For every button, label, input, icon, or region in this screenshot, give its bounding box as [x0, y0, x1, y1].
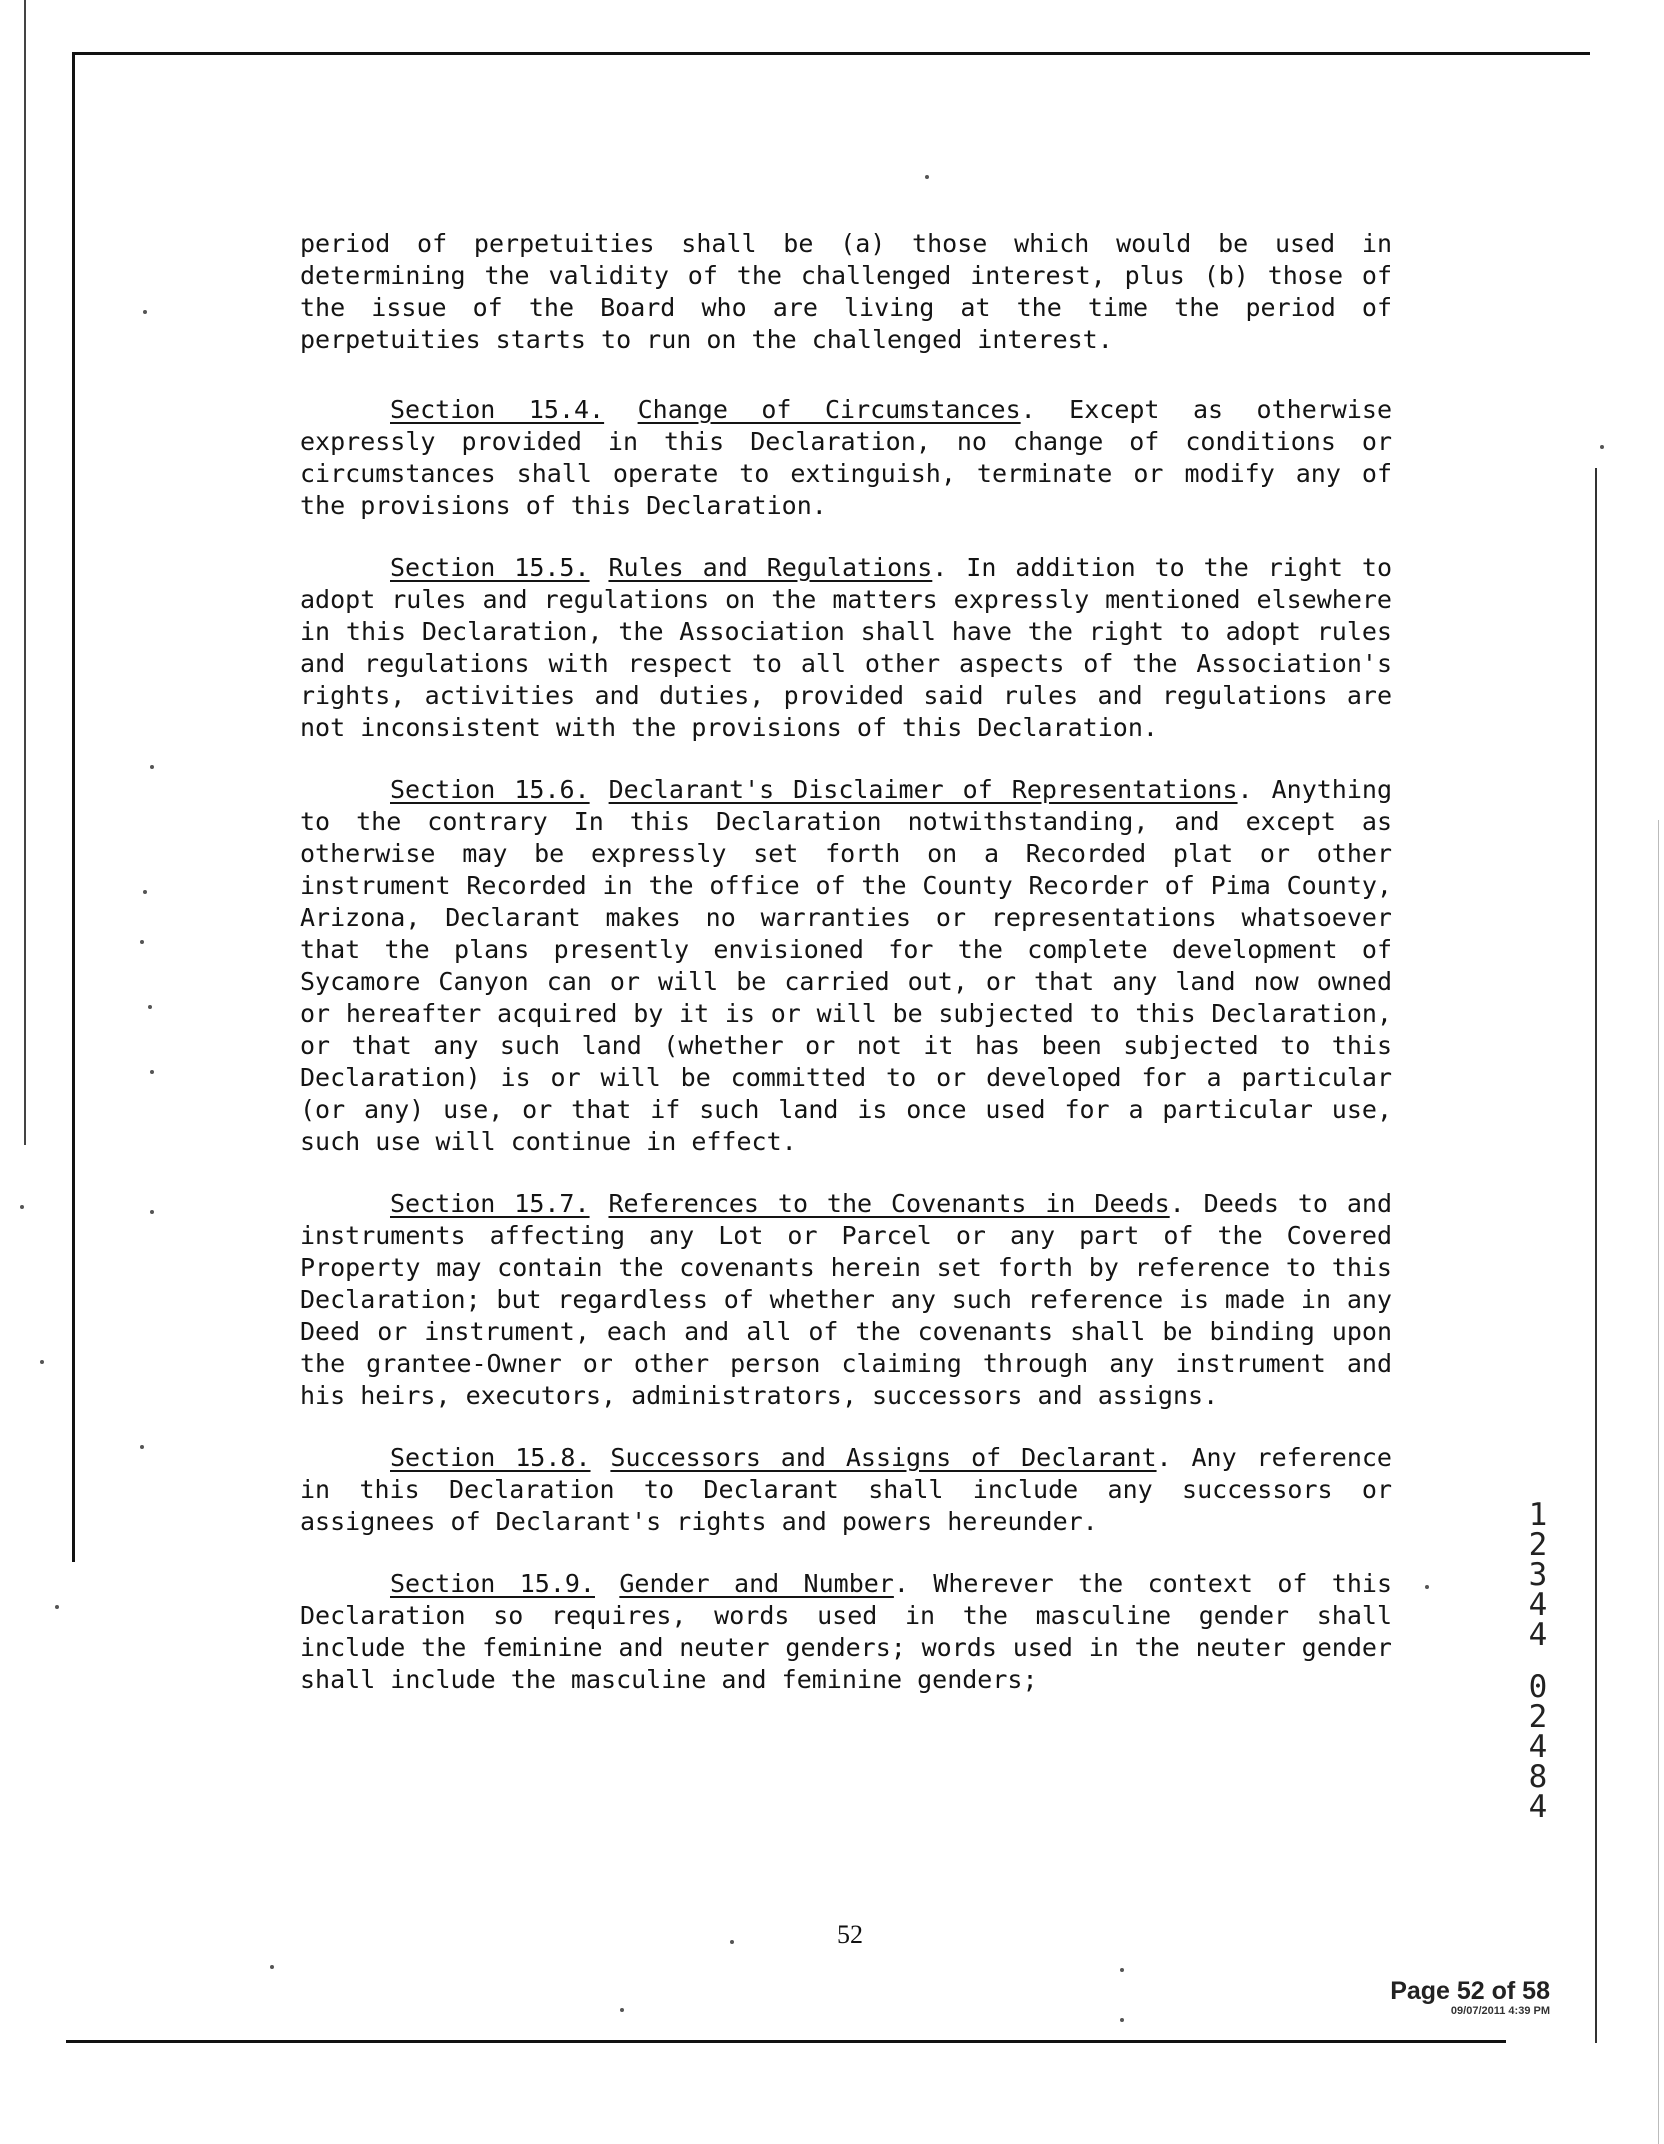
- paragraph-text: . Except as otherwise expressly provided in this Declaration, no change of conditions or circumstances shall operate to extinguish, terminate or modify any of the provisions of this Declaration.: [300, 395, 1393, 520]
- scan-edge-line: [24, 0, 26, 1145]
- scan-speck: [150, 765, 154, 769]
- section-heading: Declarant's Disclaimer of Representations: [608, 775, 1238, 804]
- stamp-page-count: Page 52 of 58: [1390, 1977, 1550, 2005]
- section-number: Section 15.9.: [390, 1569, 595, 1598]
- scan-speck: [925, 175, 929, 179]
- scan-speck: [1120, 1968, 1124, 1972]
- scan-speck: [150, 1070, 154, 1074]
- page-stamp: [1320, 1978, 1550, 2018]
- scan-speck: [1425, 1585, 1429, 1589]
- top-border-rule: [75, 52, 1590, 55]
- scan-speck: [143, 890, 147, 894]
- recording-digit: 4: [1528, 1587, 1548, 1623]
- section-number: Section 15.7.: [390, 1189, 590, 1218]
- recording-digit: 1: [1528, 1497, 1548, 1533]
- paragraph-text: . Any reference in this Declaration to Declarant shall include any successors or assignees of Declarant's rights and powers hereunder.: [300, 1443, 1392, 1536]
- scan-speck: [730, 1940, 734, 1944]
- page-number: 52: [837, 1920, 863, 1949]
- section-number: Section 15.6.: [390, 775, 590, 804]
- section-heading: Successors and Assigns of Declarant: [610, 1443, 1157, 1472]
- section-15-7: [300, 1188, 1392, 1412]
- section-15-8: [300, 1442, 1392, 1538]
- paragraph-text: . Anything to the contrary In this Declaration notwithstanding, and except as otherwise may be expressly set forth on a Recorded plat or other instrument Recorded in the office of the County Recorder of Pima County, Arizona, Declarant makes no warranties or representations whatsoever that the plans presently envisioned for the complete development of Sycamore Canyon can or will be carried out, or that any land now owned or hereafter acquired by it is or will be subjected to this Declaration, or that any such land (whether or not it has been subjected to this Declaration) is or will be committed to or developed for a particular (or any) use, or that if such land is once used for a particular use, such use will continue in effect.: [300, 775, 1392, 1156]
- section-15-5: [300, 552, 1392, 744]
- section-15-9: [300, 1568, 1392, 1696]
- recording-digit: 3: [1528, 1557, 1548, 1593]
- paragraph-continuation: [300, 228, 1392, 356]
- right-border-rule: [1595, 468, 1597, 2043]
- scan-speck: [143, 310, 147, 314]
- paragraph-text: . In addition to the right to adopt rules and regulations on the matters expressly mentioned elsewhere in this Declaration, the Association shall have the right to adopt rules and regulations with respect to all other aspects of the Association's rights, activities and duties, provided said rules and regulations are not inconsistent with the provisions of this Declaration.: [300, 553, 1392, 742]
- left-border-rule: [72, 52, 75, 1562]
- scan-speck: [55, 1605, 59, 1609]
- scan-speck: [150, 1210, 154, 1214]
- section-heading: References to the Covenants in Deeds: [608, 1189, 1170, 1218]
- scan-speck: [140, 1445, 144, 1449]
- bottom-border-rule: [66, 2040, 1506, 2043]
- recording-digit: 0: [1528, 1669, 1548, 1705]
- paragraph-text: period of perpetuities shall be (a) those which would be used in determining the validity of the challenged interest, plus (b) those of the issue of the Board who are living at the time the period of perpetuities starts to run on the challenged interest.: [300, 229, 1392, 354]
- declaration-body: [300, 228, 1392, 1726]
- scan-speck: [40, 1360, 44, 1364]
- section-number: Section 15.5.: [390, 553, 590, 582]
- recording-digit: 4: [1528, 1617, 1548, 1653]
- recording-digit: 8: [1528, 1759, 1548, 1795]
- scan-speck: [1120, 2018, 1124, 2022]
- scan-speck: [270, 1965, 274, 1969]
- paragraph-text: . Wherever the context of this Declaration so requires, words used in the masculine gender shall include the feminine and neuter genders; words used in the neuter gender shall include the masculine and feminine genders;: [300, 1569, 1392, 1694]
- recording-digit: 2: [1528, 1699, 1548, 1735]
- scan-speck: [1600, 445, 1604, 449]
- recording-digit: 2: [1528, 1527, 1548, 1563]
- section-15-4: [300, 394, 1392, 522]
- stamp-datetime: 09/07/2011 4:39 PM: [1450, 2005, 1550, 2017]
- section-heading: Change of Circumstances: [637, 395, 1021, 424]
- scan-speck: [148, 1005, 152, 1009]
- section-heading: Gender and Number: [619, 1569, 894, 1598]
- scan-speck: [620, 2008, 624, 2012]
- recording-number: [1522, 1497, 1554, 1825]
- section-15-6: [300, 774, 1392, 1158]
- paragraph-text: . Deeds to and instruments affecting any Lot or Parcel or any part of the Covered Property may contain the covenants herein set forth by reference to this Declaration; but regardless of whether any such reference is made in any Deed or instrument, each and all of the covenants shall be binding upon the grantee-Owner or other person claiming through any instrument and his heirs, executors, administrators, successors and assigns.: [300, 1189, 1392, 1410]
- scan-edge-line-right: [1658, 820, 1659, 2144]
- recording-digit: 4: [1528, 1729, 1548, 1765]
- scan-speck: [140, 940, 144, 944]
- section-heading: Rules and Regulations: [608, 553, 933, 582]
- section-number: Section 15.8.: [390, 1443, 591, 1472]
- scan-speck: [20, 1205, 24, 1209]
- section-number: Section 15.4.: [390, 395, 605, 424]
- recording-digit: 4: [1528, 1789, 1548, 1825]
